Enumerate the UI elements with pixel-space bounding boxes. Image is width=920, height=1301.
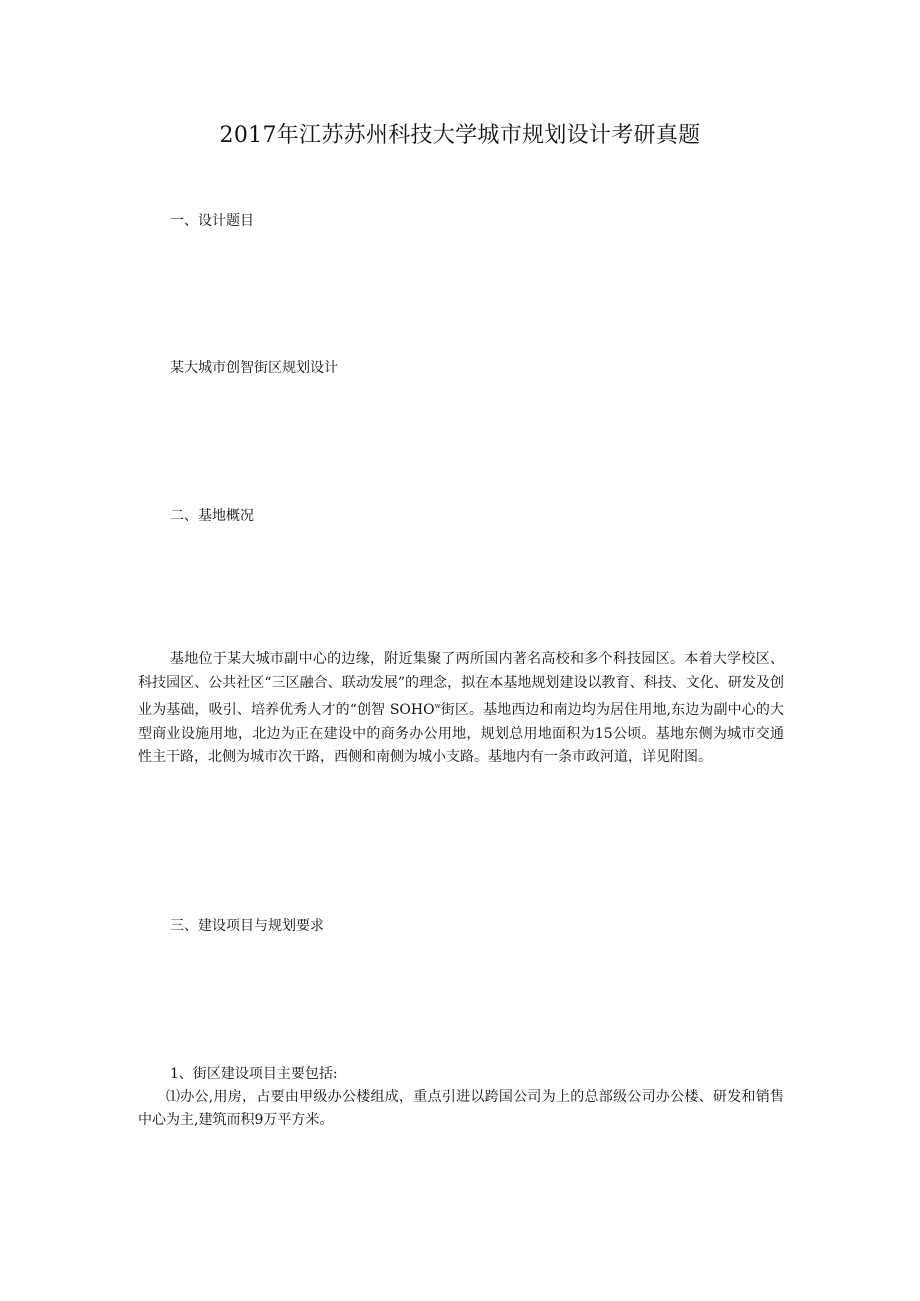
soho-superscript-mark: w	[434, 702, 441, 710]
site-overview-paragraph	[138, 648, 784, 770]
section-heading-site-overview: 二、基地概况	[170, 508, 254, 524]
section-heading-construction-requirements: 三、建设项目与规划要求	[170, 918, 324, 934]
design-topic-text: 某大城市创智街区规划设计	[170, 360, 338, 376]
list-item-office-space: ⑴办公,用房，占要由甲级办公楼组成，重点引进以跨国公司为上的总部级公司办公楼、研发和销售中心为主,建筑而积9万平方米。	[138, 1089, 784, 1128]
list-item-construction-projects: 1、街区建设项目主要包括:	[170, 1066, 338, 1082]
page-title: 2017年江苏苏州科技大学城市规划设计考研真题	[219, 123, 701, 148]
section-heading-design-topic: 一、设计题目	[170, 213, 254, 229]
site-overview-text-part1: 基地位于某大城市副中心的边缘，附近集聚了两所国内著名高校和多个科技园区。本着大学校区、科技园区、公共社区“三区融合、联动发展”的理念，拟在本基地规划建设以教育、科技、文化、研发及创业为基础，吸引、培养优秀人才的“创智 SOHO	[138, 651, 784, 718]
site-overview-text-part2: 街区。基地西边和南边均为居住用地,东边为副中心的大型商业设施用地，北边为正在建设中的商务办公用地，规划总用地面积为15公顷。基地东侧为城市交通性主干路，北侧为城市次干路，西侧和南侧为城小支路。基地内有一条市政河道，详见附图。	[138, 702, 784, 765]
